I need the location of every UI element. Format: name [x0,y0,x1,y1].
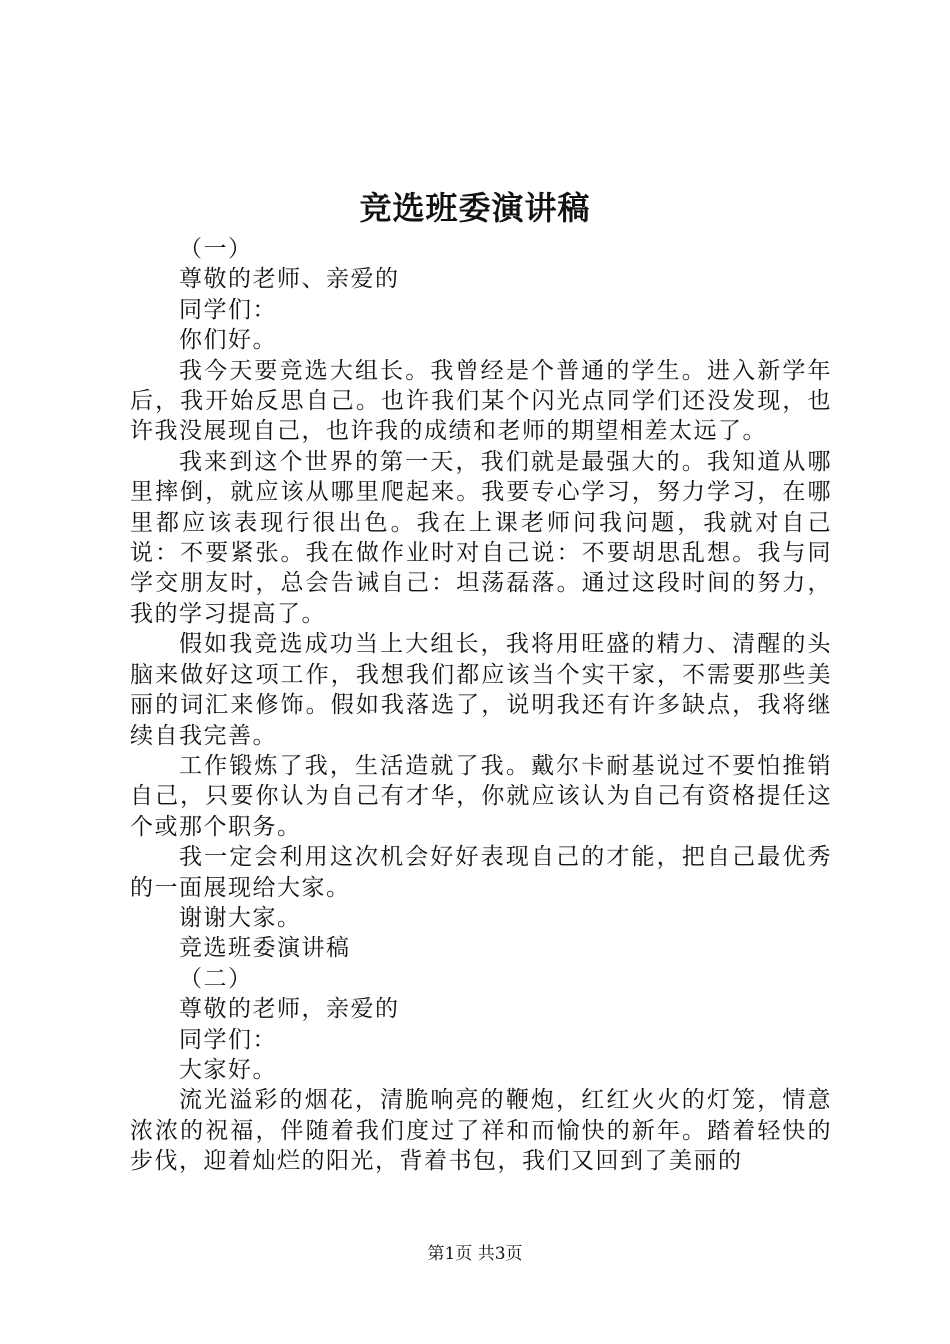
subheading: 竞选班委演讲稿 [179,935,351,962]
document-title: 竞选班委演讲稿 [359,189,591,227]
greeting-line: 大家好。 [179,1056,277,1083]
document-body [130,234,832,1177]
closing-line: 谢谢大家。 [179,904,302,931]
page-footer: 第1页 共3页 [427,1244,523,1264]
section-number: （二） [179,965,253,992]
greeting-line: 同学们： [179,296,277,323]
paragraph: 我一定会利用这次机会好好表现自己的才能，把自己最优秀的一面展现给大家。 [130,844,832,901]
section-number: （一） [179,236,253,262]
greeting-line: 你们好。 [179,327,277,354]
paragraph: 流光溢彩的烟花，清脆响亮的鞭炮，红红火火的灯笼，情意浓浓的祝福，伴随着我们度过了祥和而愉快的新年。踏着轻快的步伐，迎着灿烂的阳光，背着书包，我们又回到了美丽的 [130,1087,832,1175]
paragraph: 假如我竞选成功当上大组长，我将用旺盛的精力、清醒的头脑来做好这项工作，我想我们都应该当个实干家，不需要那些美丽的词汇来修饰。假如我落选了，说明我还有许多缺点，我将继续自我完善。 [130,631,832,749]
greeting-line: 同学们： [179,1026,277,1053]
greeting-line: 尊敬的老师，亲爱的 [179,996,400,1023]
paragraph: 我来到这个世界的第一天，我们就是最强大的。我知道从哪里摔倒，就应该从哪里爬起来。我要专心学习，努力学习，在哪里都应该表现行很出色。我在上课老师问我问题，我就对自己说：不要紧张。我在做作业时对自己说：不要胡思乱想。我与同学交朋友时，总会告诫自己：坦荡磊落。通过这段时间的努力，我的学习提高了。 [130,448,832,627]
paragraph: 工作锻炼了我，生活造就了我。戴尔卡耐基说过不要怕推销自己，只要你认为自己有才华，你就应该认为自己有资格提任这个或那个职务。 [130,752,832,840]
paragraph: 我今天要竞选大组长。我曾经是个普通的学生。进入新学年后，我开始反思自己。也许我们某个闪光点同学们还没发现，也许我没展现自己，也许我的成绩和老师的期望相差太远了。 [130,357,832,445]
greeting-line: 尊敬的老师、亲爱的 [179,266,400,293]
